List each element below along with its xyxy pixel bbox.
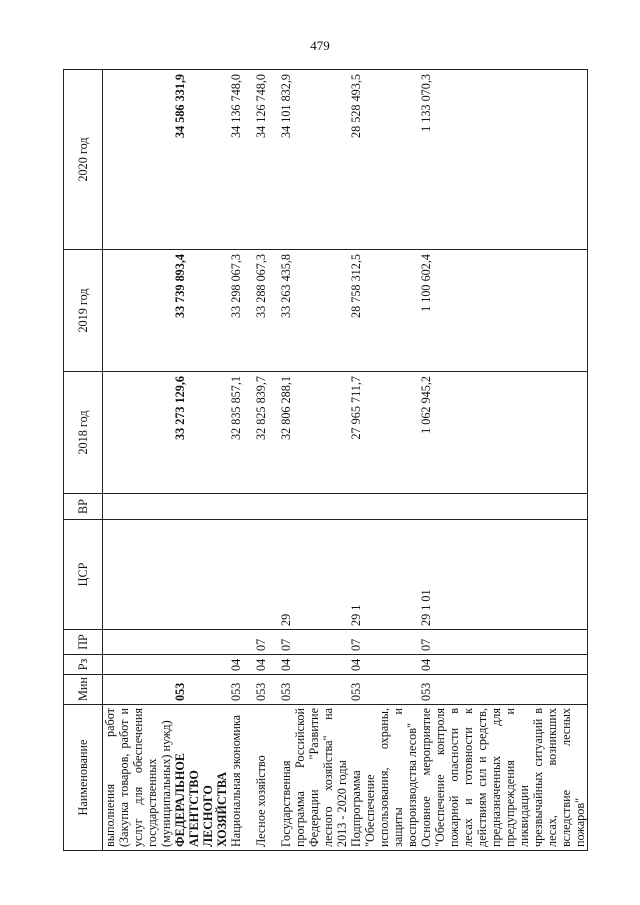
row-name: ФЕДЕРАЛЬНОЕ АГЕНТСТВО ЛЕСНОГО ХОЗЯЙСТВА — [173, 705, 229, 851]
row-csr: 29 — [279, 520, 349, 630]
row-pr: 07 — [254, 630, 279, 655]
row-2018: 32 825 839,7 — [254, 372, 279, 494]
row-2020 — [103, 70, 174, 250]
row-min: 053 — [173, 675, 229, 705]
row-vr — [229, 494, 254, 520]
header-min: Мин — [64, 675, 103, 705]
header-2019: 2019 год — [64, 250, 103, 372]
table-row — [254, 70, 279, 851]
row-csr — [103, 520, 174, 630]
row-2019: 33 298 067,3 — [229, 250, 254, 372]
row-name: Национальная экономика — [229, 705, 254, 851]
budget-table — [63, 69, 588, 851]
row-vr — [103, 494, 174, 520]
row-rz: 04 — [349, 655, 419, 675]
row-2018: 1 062 945,2 — [419, 372, 588, 494]
row-name: Основное мероприятие "Обеспечение контроля пожарной опасности в лесах и готовности к действиям сил и средств, предназначенных для предупреждения и ликвидации чрезвычайных ситуаций в лесах, возникших вследствие лесных пожаров" — [419, 705, 588, 851]
row-csr — [173, 520, 229, 630]
row-min: 053 — [419, 675, 588, 705]
row-2018: 33 273 129,6 — [173, 372, 229, 494]
row-pr: 07 — [419, 630, 588, 655]
header-rz: Рз — [64, 655, 103, 675]
row-min: 053 — [279, 675, 349, 705]
row-rz — [103, 655, 174, 675]
row-2018: 27 965 711,7 — [349, 372, 419, 494]
row-csr — [254, 520, 279, 630]
row-2020: 34 586 331,9 — [173, 70, 229, 250]
row-2019: 28 758 312,5 — [349, 250, 419, 372]
header-vr: ВР — [64, 494, 103, 520]
row-csr: 29 1 01 — [419, 520, 588, 630]
rotated-page-content — [63, 70, 587, 851]
table-row — [229, 70, 254, 851]
row-vr — [419, 494, 588, 520]
row-name: Лесное хозяйство — [254, 705, 279, 851]
row-rz: 04 — [419, 655, 588, 675]
row-csr — [229, 520, 254, 630]
row-name: Подпрограмма "Обеспечение использования, охраны, защиты и воспроизводства лесов" — [349, 705, 419, 851]
row-min: 053 — [349, 675, 419, 705]
row-name: Государственная программа Российской Федерации "Развитие лесного хозяйства" на 2013 - 2020 годы — [279, 705, 349, 851]
row-2019: 33 263 435,8 — [279, 250, 349, 372]
row-2018 — [103, 372, 174, 494]
page-number: 479 — [310, 38, 330, 53]
row-2020: 28 528 493,5 — [349, 70, 419, 250]
header-2020: 2020 год — [64, 70, 103, 250]
row-2019: 33 288 067,3 — [254, 250, 279, 372]
table-row — [279, 70, 349, 851]
header-name: Наименование — [64, 705, 103, 851]
row-2019: 33 739 893,4 — [173, 250, 229, 372]
row-rz: 04 — [254, 655, 279, 675]
row-2020: 1 133 070,3 — [419, 70, 588, 250]
row-2020: 34 136 748,0 — [229, 70, 254, 250]
row-2019 — [103, 250, 174, 372]
row-vr — [173, 494, 229, 520]
row-pr — [229, 630, 254, 655]
row-min: 053 — [229, 675, 254, 705]
row-pr: 07 — [279, 630, 349, 655]
row-rz — [173, 655, 229, 675]
row-vr — [279, 494, 349, 520]
header-csr: ЦСР — [64, 520, 103, 630]
table-header-row — [64, 70, 103, 851]
row-2018: 32 835 857,1 — [229, 372, 254, 494]
row-2020: 34 101 832,9 — [279, 70, 349, 250]
table-row — [103, 70, 174, 851]
table-row — [349, 70, 419, 851]
header-2018: 2018 год — [64, 372, 103, 494]
row-pr: 07 — [349, 630, 419, 655]
row-name: выполнения работ (Закупка товаров, работ и услуг для обеспечения государственных (муниципальных) нужд) — [103, 705, 174, 851]
row-rz: 04 — [279, 655, 349, 675]
row-2018: 32 806 288,1 — [279, 372, 349, 494]
row-vr — [254, 494, 279, 520]
row-rz: 04 — [229, 655, 254, 675]
row-2020: 34 126 748,0 — [254, 70, 279, 250]
row-min: 053 — [254, 675, 279, 705]
table-row — [419, 70, 588, 851]
row-pr — [173, 630, 229, 655]
row-csr: 29 1 — [349, 520, 419, 630]
header-pr: ПР — [64, 630, 103, 655]
row-vr — [349, 494, 419, 520]
row-2019: 1 100 602,4 — [419, 250, 588, 372]
row-pr — [103, 630, 174, 655]
table-row — [173, 70, 229, 851]
row-min — [103, 675, 174, 705]
